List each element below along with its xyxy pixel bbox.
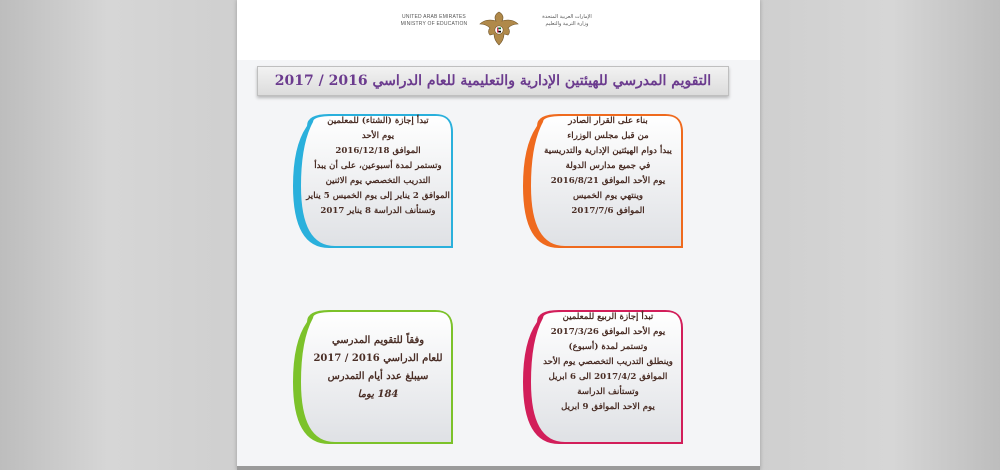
bubble-winter-vacation — [277, 106, 467, 256]
ministry-name-english: UNITED ARAB EMIRATES MINISTRY OF EDUCATION — [400, 14, 468, 27]
bottom-divider — [237, 466, 760, 470]
infographic-panel — [237, 0, 760, 470]
uae-falcon-emblem-icon — [476, 8, 522, 48]
ministry-name-arabic: الإمارات العربية المتحدة وزارة التربية والتعليم — [542, 14, 592, 27]
page-title: التقويم المدرسي للهيئتين الإدارية والتعليمية للعام الدراسي 2016 / 2017 — [274, 73, 712, 89]
ministry-header — [237, 0, 760, 60]
bubble-school-days-count — [277, 302, 467, 452]
bubble-spring-vacation — [507, 302, 697, 452]
bubble-text: تبدأ إجازة (الشتاء) للمعلمين يوم الأحد الموافق 2016/12/18 وتستمر لمدة أسبوعين، على أن يبدأ التدريب التخصصي يوم الاثنين الموافق 2 يناير إلى يوم الخميس 5 يناير وتستأنف الدراسة 8 يناير 2017 — [306, 116, 450, 216]
bubble-teachers-schedule — [507, 106, 697, 256]
title-banner — [257, 66, 729, 96]
background-band-right — [760, 0, 1000, 470]
bubble-text: تبدأ إجازة الربيع للمعلمين يوم الأحد الموافق 2017/3/26 وتستمر لمدة (أسبوع) وينطلق التدريب التخصصي يوم الأحد الموافق 2017/4/2 الى 6 ابريل وتستأنف الدراسة يوم الاحد الموافق 9 ابريل — [543, 312, 673, 412]
background-band-left — [0, 0, 240, 470]
bubble-text: وفقاً للتقويم المدرسي للعام الدراسي 2016 / 2017 سيبلغ عدد أيام التمدرس 184 يوما — [313, 335, 443, 400]
bubble-text: بناء على القرار الصادر من قبل مجلس الوزراء يبدأ دوام الهيئتين الإدارية والتدريسية في جميع مدارس الدولة يوم الأحد الموافق 2016/8/21 وينتهي يوم الخميس الموافق 2017/7/6 — [544, 116, 672, 216]
